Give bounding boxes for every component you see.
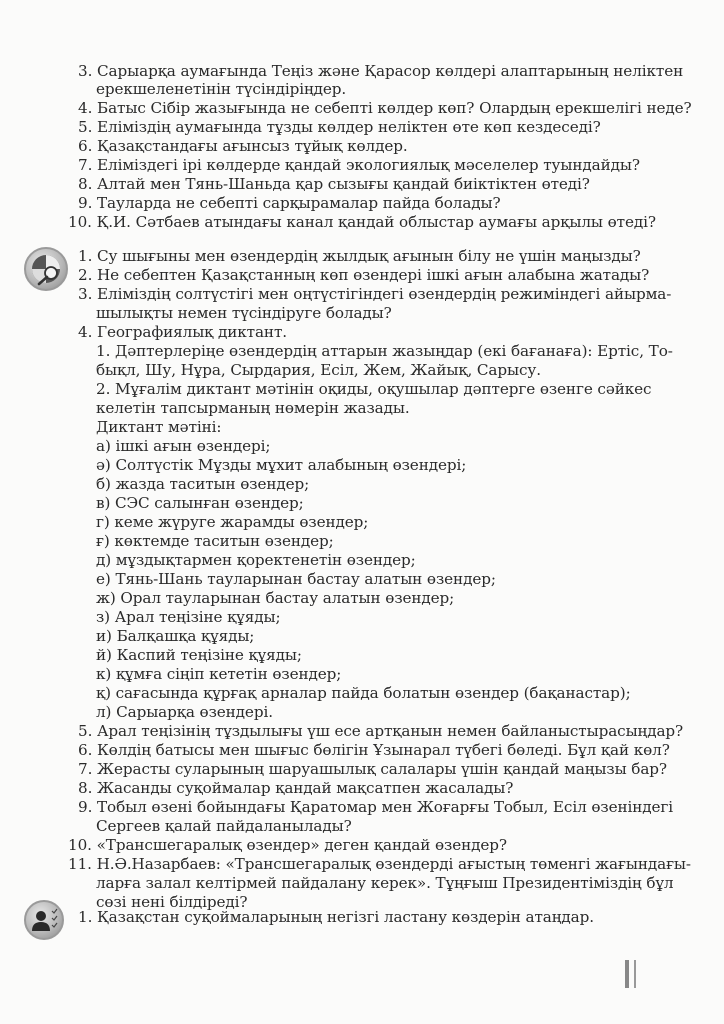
question-3-cont: ерекшеленетінін түсіндіріңдер. xyxy=(96,80,347,98)
question-5: 5. Еліміздің аумағында тұзды көлдер неліктен өте көп кездеседі? xyxy=(78,118,601,136)
question-6: 6. Қазақстандағы ағынсыз тұйық көлдер. xyxy=(78,137,408,155)
dictation-option: й) Каспий теңізіне құяды; xyxy=(96,646,302,664)
question-11: 11. Н.Ә.Назарбаев: «Трансшегаралық өзендерді ағыстың төменгі жағындағы- xyxy=(68,855,691,873)
dictation-option: к) құмға сіңіп кететін өзендер; xyxy=(96,665,342,683)
question-3-cont: шылықты немен түсіндіруге болады? xyxy=(96,304,392,322)
dictation-option: б) жазда таситын өзендер; xyxy=(96,475,310,493)
question-5: 5. Арал теңізінің тұздылығы үш есе артқанын немен байланыстырасыңдар? xyxy=(78,722,684,740)
question-4: 4. Батыс Сібір жазығында не себепті көлдер көп? Олардың ерекшелігі неде? xyxy=(78,99,692,117)
question-9: 9. Тауларда не себепті сарқырамалар пайда болады? xyxy=(78,194,501,212)
question-6: 6. Көлдің батысы мен шығыс бөлігін Ұзынарал түбегі бөледі. Бұл қай көл? xyxy=(78,741,670,759)
dictation-option: ә) Солтүстік Мұзды мұхит алабының өзендері; xyxy=(96,456,467,474)
dictation-option: д) мұздықтармен қоректенетін өзендер; xyxy=(96,551,416,569)
chart-magnifier-icon xyxy=(24,247,68,291)
question-1: 1. Қазақстан суқоймаларының негізгі ластану көздерін атаңдар. xyxy=(78,908,594,926)
question-9-cont: Сергеев қалай пайдаланылады? xyxy=(96,817,352,835)
question-11-cont: сөзі нені білдіреді? xyxy=(96,893,248,911)
question-4: 4. Географиялық диктант. xyxy=(78,323,287,341)
question-11-cont: ларға залал келтірмей пайдалану керек». Тұңғыш Президентіміздің бұл xyxy=(96,874,674,892)
dictation-option: а) ішкі ағын өзендері; xyxy=(96,437,271,455)
dictation-task-1: 1. Дәптерлеріңе өзендердің аттарын жазыңдар (екі бағанаға): Ертіс, То- xyxy=(96,342,673,360)
dictation-option: в) СЭС салынған өзендер; xyxy=(96,494,304,512)
dictation-task-2-cont: келетін тапсырманың нөмерін жазады. xyxy=(96,399,410,417)
question-3: 3. Еліміздің солтүстігі мен оңтүстігіндегі өзендердің режиміндегі айырма- xyxy=(78,285,672,303)
question-3: 3. Сарыарқа аумағында Теңіз және Қарасор көлдері алаптарының неліктен xyxy=(78,62,684,80)
dictation-option: и) Балқашқа құяды; xyxy=(96,627,255,645)
question-10: 10. Қ.И. Сәтбаев атындағы канал қандай облыстар аумағы арқылы өтеді? xyxy=(68,213,656,231)
dictation-option: ғ) көктемде таситын өзендер; xyxy=(96,532,334,550)
question-9: 9. Тобыл өзені бойындағы Қаратомар мен Жоғарғы Тобыл, Есіл өзеніндегі xyxy=(78,798,674,816)
dictation-option: қ) сағасында құрғақ арналар пайда болатын өзендер (бақанастар); xyxy=(96,684,631,702)
dictation-text-title: Диктант мәтіні: xyxy=(96,418,222,436)
question-7: 7. Еліміздегі ірі көлдерде қандай экологиялық мәселелер туындайды? xyxy=(78,156,640,174)
question-1: 1. Су шығыны мен өзендердің жылдық ағынын білу не үшін маңызды? xyxy=(78,247,641,265)
dictation-option: ж) Орал тауларынан бастау алатын өзендер; xyxy=(96,589,455,607)
dictation-task-1-cont: бықл, Шу, Нұра, Сырдария, Есіл, Жем, Жайық, Сарысу. xyxy=(96,361,541,379)
question-2: 2. Не себептен Қазақстанның көп өзендері ішкі ағын алабына жатады? xyxy=(78,266,650,284)
question-7: 7. Жерасты суларының шаруашылық салалары үшін қандай маңызы бар? xyxy=(78,760,667,778)
dictation-option: г) кеме жүруге жарамды өзендер; xyxy=(96,513,369,531)
dictation-option: л) Сарыарқа өзендері. xyxy=(96,703,273,721)
question-8: 8. Жасанды суқоймалар қандай мақсатпен жасалады? xyxy=(78,779,514,797)
dictation-option: е) Тянь-Шань тауларынан бастау алатын өзендер; xyxy=(96,570,496,588)
question-8: 8. Алтай мен Тянь-Шаньда қар сызығы қандай биіктіктен өтеді? xyxy=(78,175,590,193)
dictation-option: з) Арал теңізіне құяды; xyxy=(96,608,281,626)
person-checklist-icon xyxy=(24,900,64,940)
dictation-task-2: 2. Мұғалім диктант мәтінін оқиды, оқушылар дәптерге өзенге сәйкес xyxy=(96,380,652,398)
question-10: 10. «Трансшегаралық өзендер» деген қандай өзендер? xyxy=(68,836,507,854)
